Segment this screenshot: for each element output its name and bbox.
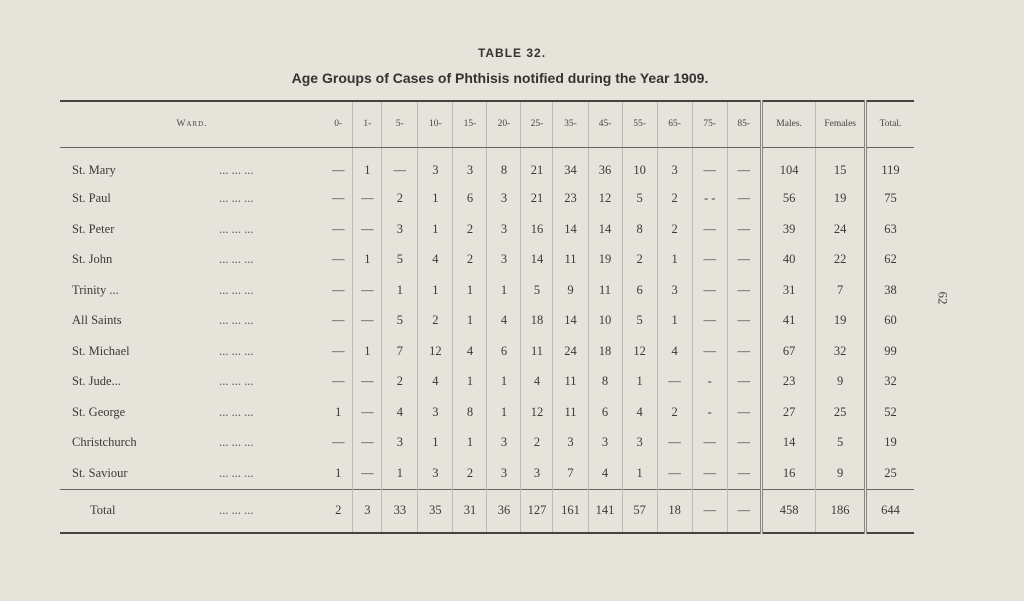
age-header: 5- — [382, 101, 418, 147]
total-cell: 25 — [865, 458, 914, 489]
grand-total: 644 — [865, 489, 914, 533]
age-count-cell: 2 — [622, 245, 657, 276]
females-cell: 25 — [816, 397, 866, 428]
age-header: 35- — [553, 101, 588, 147]
ward-name: St. Mary — [72, 163, 116, 177]
age-count-cell: 3 — [588, 428, 622, 459]
age-count-cell: 5 — [622, 306, 657, 337]
age-count-cell: — — [331, 282, 345, 297]
age-count-cell: 3 — [487, 245, 521, 276]
age-count-cell: 5 — [622, 184, 657, 215]
age-count-cell: - — [692, 397, 727, 428]
total-cell: 62 — [865, 245, 914, 276]
table-row — [60, 147, 914, 184]
age-count-cell: 8 — [487, 147, 521, 184]
page-number: 62 — [935, 291, 951, 305]
age-count-cell: 4 — [521, 367, 553, 398]
age-count-cell: 12 — [622, 336, 657, 367]
age-count-cell: — — [727, 306, 761, 337]
total-cell: 19 — [865, 428, 914, 459]
leader-dots: ... ... ... — [219, 374, 254, 389]
age-count-cell: 4 — [622, 397, 657, 428]
age-count-cell: 3 — [382, 214, 418, 245]
leader-dots: ... ... ... — [219, 221, 254, 236]
age-count-cell: — — [692, 214, 727, 245]
age-count-cell: — — [331, 374, 345, 389]
ward-name: St. Michael — [72, 343, 130, 358]
ward-name: St. Peter — [72, 221, 115, 236]
age-count-cell: 12 — [588, 184, 622, 215]
females-cell: 24 — [816, 214, 866, 245]
age-count-cell: 1 — [335, 404, 342, 419]
total-cell: 2 — [324, 489, 353, 533]
ward-name: St. John — [72, 252, 113, 267]
leader-dots: ... ... ... — [219, 465, 254, 480]
age-count-cell: 3 — [487, 428, 521, 459]
total-cell: 57 — [622, 489, 657, 533]
table-row — [60, 367, 914, 398]
females-header: Females — [816, 101, 866, 147]
age-count-cell: 3 — [453, 147, 487, 184]
age-count-cell: 5 — [521, 275, 553, 306]
age-count-cell: — — [331, 252, 345, 267]
age-count-cell: 23 — [553, 184, 588, 215]
table-row — [60, 458, 914, 489]
leader-dots: ... ... ... — [219, 435, 254, 450]
males-cell: 39 — [761, 214, 816, 245]
age-count-cell: 3 — [657, 147, 692, 184]
total-cell: 99 — [865, 336, 914, 367]
table-row — [60, 397, 914, 428]
age-count-cell: 11 — [588, 275, 622, 306]
age-count-cell: 1 — [453, 306, 487, 337]
total-cell: 52 — [865, 397, 914, 428]
age-count-cell: 1 — [453, 367, 487, 398]
total-header: Total. — [865, 101, 914, 147]
table-row — [60, 306, 914, 337]
ward-header: Ward. — [60, 101, 324, 147]
age-count-cell: 1 — [418, 275, 453, 306]
age-header: 45- — [588, 101, 622, 147]
age-count-cell: 1 — [487, 367, 521, 398]
age-header: 20- — [487, 101, 521, 147]
males-header: Males. — [761, 101, 816, 147]
males-cell: 67 — [761, 336, 816, 367]
total-cell: 38 — [865, 275, 914, 306]
age-count-cell: 4 — [418, 367, 453, 398]
leader-dots: ... ... ... — [219, 282, 254, 297]
age-count-cell: 10 — [622, 147, 657, 184]
females-cell: 19 — [816, 306, 866, 337]
males-cell: 23 — [761, 367, 816, 398]
age-count-cell: 3 — [487, 458, 521, 489]
females-cell: 5 — [816, 428, 866, 459]
age-count-cell: 3 — [487, 184, 521, 215]
females-cell: 32 — [816, 336, 866, 367]
age-count-cell: — — [692, 458, 727, 489]
table-row — [60, 336, 914, 367]
age-count-cell: 1 — [335, 465, 342, 480]
age-count-cell: — — [331, 221, 345, 236]
age-count-cell: 2 — [382, 367, 418, 398]
age-count-cell: 34 — [553, 147, 588, 184]
age-count-cell: — — [727, 184, 761, 215]
age-count-cell: 4 — [588, 458, 622, 489]
table-row — [60, 275, 914, 306]
age-count-cell: 6 — [622, 275, 657, 306]
males-cell: 16 — [761, 458, 816, 489]
age-count-cell: 6 — [453, 184, 487, 215]
age-count-cell: 3 — [487, 214, 521, 245]
total-row — [60, 489, 914, 533]
females-cell: 9 — [816, 367, 866, 398]
age-count-cell: 12 — [521, 397, 553, 428]
age-count-cell: 18 — [588, 336, 622, 367]
age-count-cell: — — [353, 367, 382, 398]
males-cell: 40 — [761, 245, 816, 276]
age-count-cell: 7 — [382, 336, 418, 367]
age-count-cell: 16 — [521, 214, 553, 245]
age-count-cell: 14 — [521, 245, 553, 276]
age-count-cell: 1 — [657, 306, 692, 337]
age-count-cell: — — [353, 306, 382, 337]
age-count-cell: 18 — [521, 306, 553, 337]
total-cell: 127 — [521, 489, 553, 533]
age-header: 75- — [692, 101, 727, 147]
total-label: Total — [60, 489, 149, 533]
age-count-cell: — — [331, 163, 345, 177]
age-count-cell: — — [353, 214, 382, 245]
males-cell: 56 — [761, 184, 816, 215]
age-count-cell: 14 — [553, 214, 588, 245]
age-count-cell: 4 — [453, 336, 487, 367]
age-count-cell: 14 — [588, 214, 622, 245]
age-count-cell: — — [692, 147, 727, 184]
age-header: 85- — [727, 101, 761, 147]
total-cell: 36 — [487, 489, 521, 533]
age-header: 10- — [418, 101, 453, 147]
age-count-cell: 36 — [588, 147, 622, 184]
age-count-cell: - — [692, 367, 727, 398]
age-count-cell: 14 — [553, 306, 588, 337]
age-count-cell: — — [727, 367, 761, 398]
age-count-cell: 8 — [588, 367, 622, 398]
age-count-cell: — — [331, 435, 345, 450]
age-count-cell: 2 — [453, 214, 487, 245]
age-count-cell: 2 — [657, 214, 692, 245]
females-cell: 9 — [816, 458, 866, 489]
age-count-cell: 1 — [622, 458, 657, 489]
age-count-cell: 1 — [453, 275, 487, 306]
age-count-cell: — — [331, 313, 345, 328]
age-count-cell: — — [657, 367, 692, 398]
leader-dots: ... ... ... — [219, 404, 254, 419]
age-count-cell: 3 — [418, 397, 453, 428]
age-count-cell: 2 — [453, 458, 487, 489]
total-cell: 35 — [418, 489, 453, 533]
females-cell: 7 — [816, 275, 866, 306]
age-count-cell: 4 — [487, 306, 521, 337]
total-males: 458 — [761, 489, 816, 533]
total-cell: 119 — [865, 147, 914, 184]
leader-dots: ... ... ... — [219, 252, 254, 267]
ward-name: Christchurch — [72, 435, 137, 450]
table-row — [60, 428, 914, 459]
age-count-cell: 12 — [418, 336, 453, 367]
age-count-cell: — — [727, 214, 761, 245]
females-cell: 15 — [816, 147, 866, 184]
age-count-cell: — — [353, 397, 382, 428]
age-count-cell: 19 — [588, 245, 622, 276]
age-count-cell: 3 — [418, 458, 453, 489]
table-row — [60, 184, 914, 215]
males-cell: 41 — [761, 306, 816, 337]
age-count-cell: — — [382, 147, 418, 184]
age-count-cell: 2 — [657, 184, 692, 215]
age-count-cell: 6 — [588, 397, 622, 428]
age-count-cell: 2 — [382, 184, 418, 215]
ward-name: Trinity ... — [72, 282, 119, 297]
age-count-cell: 1 — [418, 428, 453, 459]
age-count-cell: 24 — [553, 336, 588, 367]
age-count-cell: 11 — [553, 397, 588, 428]
age-count-cell: — — [727, 458, 761, 489]
age-count-cell: - - — [692, 184, 727, 215]
age-count-cell: — — [727, 275, 761, 306]
age-count-cell: 5 — [382, 306, 418, 337]
age-count-cell: 3 — [553, 428, 588, 459]
age-count-cell: — — [692, 306, 727, 337]
ward-name: St. Jude... — [72, 374, 121, 389]
total-cell: 18 — [657, 489, 692, 533]
table-subtitle: Age Groups of Cases of Phthisis notified during the Year 1909. — [291, 70, 709, 86]
table-row — [60, 214, 914, 245]
age-count-cell: 11 — [553, 367, 588, 398]
age-header: 15- — [453, 101, 487, 147]
total-cell: — — [692, 489, 727, 533]
total-cell: 141 — [588, 489, 622, 533]
age-count-cell: — — [692, 245, 727, 276]
leader-dots: ... ... ... — [149, 489, 324, 533]
age-count-cell: 7 — [553, 458, 588, 489]
age-count-cell: — — [727, 397, 761, 428]
total-cell: 161 — [553, 489, 588, 533]
age-count-cell: 21 — [521, 147, 553, 184]
total-cell: 63 — [865, 214, 914, 245]
age-count-cell: 4 — [418, 245, 453, 276]
males-cell: 104 — [761, 147, 816, 184]
age-count-cell: — — [727, 245, 761, 276]
age-count-cell: 1 — [353, 245, 382, 276]
age-count-cell: 4 — [382, 397, 418, 428]
ward-name: All Saints — [72, 313, 122, 328]
total-cell: 33 — [382, 489, 418, 533]
age-header: 55- — [622, 101, 657, 147]
total-cell: 60 — [865, 306, 914, 337]
age-count-cell: 3 — [657, 275, 692, 306]
age-count-cell: — — [692, 428, 727, 459]
age-count-cell: 2 — [418, 306, 453, 337]
age-count-cell: 1 — [487, 275, 521, 306]
ward-name: St. George — [72, 404, 126, 419]
age-count-cell: — — [727, 428, 761, 459]
age-count-cell: 2 — [453, 245, 487, 276]
leader-dots: ... ... ... — [219, 313, 254, 328]
age-count-cell: 1 — [353, 147, 382, 184]
age-count-cell: — — [353, 428, 382, 459]
age-count-cell: 1 — [382, 458, 418, 489]
age-count-cell: 4 — [657, 336, 692, 367]
age-count-cell: 11 — [553, 245, 588, 276]
age-count-cell: 2 — [657, 397, 692, 428]
age-count-cell: — — [727, 336, 761, 367]
ward-name: St. Paul — [72, 191, 111, 206]
total-females: 186 — [816, 489, 866, 533]
age-count-cell: — — [692, 275, 727, 306]
age-count-cell: 8 — [453, 397, 487, 428]
age-count-cell: 11 — [521, 336, 553, 367]
age-count-cell: 3 — [622, 428, 657, 459]
age-count-cell: 2 — [521, 428, 553, 459]
age-count-cell: — — [331, 343, 345, 358]
age-count-cell: 6 — [487, 336, 521, 367]
ward-name: St. Saviour — [72, 465, 128, 480]
total-cell: 3 — [353, 489, 382, 533]
age-header: 25- — [521, 101, 553, 147]
age-header: 0- — [324, 101, 353, 147]
table-row — [60, 245, 914, 276]
age-count-cell: 21 — [521, 184, 553, 215]
females-cell: 22 — [816, 245, 866, 276]
phthisis-age-table — [60, 100, 914, 534]
age-count-cell: 1 — [622, 367, 657, 398]
age-count-cell: 9 — [553, 275, 588, 306]
males-cell: 31 — [761, 275, 816, 306]
age-count-cell: — — [353, 275, 382, 306]
age-count-cell: 3 — [418, 147, 453, 184]
age-header: 65- — [657, 101, 692, 147]
total-cell: — — [727, 489, 761, 533]
header-row — [60, 101, 914, 147]
age-count-cell: 1 — [382, 275, 418, 306]
age-count-cell: 1 — [487, 397, 521, 428]
leader-dots: ... ... ... — [219, 163, 254, 177]
age-count-cell: — — [692, 336, 727, 367]
age-count-cell: 5 — [382, 245, 418, 276]
females-cell: 19 — [816, 184, 866, 215]
age-count-cell: 3 — [521, 458, 553, 489]
males-cell: 14 — [761, 428, 816, 459]
total-cell: 32 — [865, 367, 914, 398]
age-count-cell: 3 — [382, 428, 418, 459]
leader-dots: ... ... ... — [219, 343, 254, 358]
total-cell: 31 — [453, 489, 487, 533]
age-count-cell: — — [353, 184, 382, 215]
age-count-cell: 1 — [418, 184, 453, 215]
age-count-cell: 1 — [418, 214, 453, 245]
males-cell: 27 — [761, 397, 816, 428]
age-header: 1- — [353, 101, 382, 147]
age-count-cell: — — [353, 458, 382, 489]
age-count-cell: — — [657, 428, 692, 459]
age-count-cell: 10 — [588, 306, 622, 337]
age-count-cell: 1 — [657, 245, 692, 276]
age-count-cell: — — [727, 147, 761, 184]
table-title: TABLE 32. — [477, 46, 547, 60]
age-count-cell: 8 — [622, 214, 657, 245]
total-cell: 75 — [865, 184, 914, 215]
age-count-cell: — — [657, 458, 692, 489]
age-count-cell: — — [331, 191, 345, 206]
age-count-cell: 1 — [453, 428, 487, 459]
leader-dots: ... ... ... — [219, 191, 254, 206]
age-count-cell: 1 — [353, 336, 382, 367]
